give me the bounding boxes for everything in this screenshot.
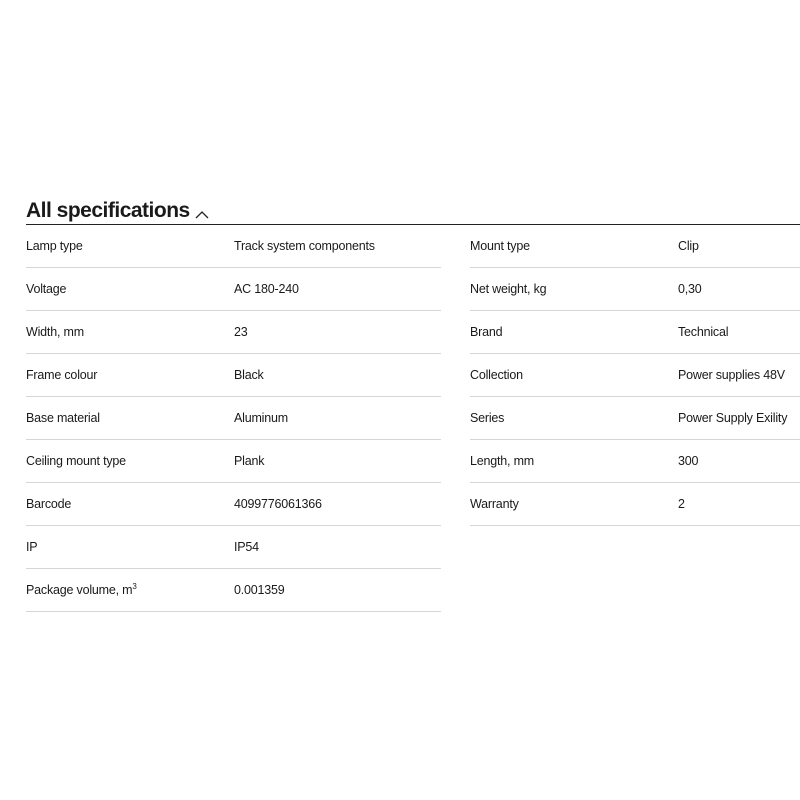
spec-value: 0.001359 (234, 583, 285, 597)
spec-value: 0,30 (678, 282, 702, 296)
chevron-up-icon (194, 208, 210, 220)
spec-value: 2 (678, 497, 685, 511)
spec-row (470, 268, 800, 311)
spec-row (26, 483, 441, 526)
specifications-right-column (470, 225, 800, 612)
spec-key: Voltage (26, 282, 67, 296)
spec-key: Warranty (470, 497, 519, 511)
spec-key: Length, mm (470, 454, 535, 468)
spec-key: Width, mm (26, 325, 84, 339)
spec-value: Track system components (234, 239, 375, 253)
spec-key: Brand (470, 325, 503, 339)
spec-value: Plank (234, 454, 265, 468)
spec-row (26, 268, 441, 311)
spec-row (26, 569, 441, 612)
specifications-section (26, 196, 800, 612)
spec-key: Barcode (26, 497, 72, 511)
spec-key: Series (470, 411, 505, 425)
spec-row (470, 397, 800, 440)
spec-value: Clip (678, 239, 699, 253)
spec-row (470, 354, 800, 397)
column-gap (441, 225, 470, 612)
spec-value: 4099776061366 (234, 497, 322, 511)
spec-value: IP54 (234, 540, 259, 554)
spec-key: IP (26, 540, 38, 554)
spec-row (26, 354, 441, 397)
spec-row (26, 225, 441, 268)
spec-row (26, 440, 441, 483)
spec-row (26, 397, 441, 440)
spec-key: Lamp type (26, 239, 83, 253)
spec-value: Black (234, 368, 264, 382)
specifications-toggle[interactable] (26, 196, 800, 225)
spec-value: Aluminum (234, 411, 288, 425)
specifications-title: All specifications (26, 199, 190, 222)
spec-key: Ceiling mount type (26, 454, 126, 468)
specifications-columns (26, 225, 800, 612)
spec-row (26, 526, 441, 569)
spec-key: Mount type (470, 239, 530, 253)
spec-value: Technical (678, 325, 729, 339)
spec-row (470, 440, 800, 483)
spec-key (26, 583, 234, 597)
spec-value: AC 180-240 (234, 282, 299, 296)
spec-key-superscript: 3 (132, 581, 137, 591)
spec-key: Net weight, kg (470, 282, 547, 296)
spec-value: Power Supply Exility (678, 411, 788, 425)
spec-key-text: Package volume, m (26, 583, 133, 597)
spec-key: Collection (470, 368, 523, 382)
spec-key: Base material (26, 411, 100, 425)
spec-key: Frame colour (26, 368, 98, 382)
spec-row (470, 483, 800, 526)
spec-row (470, 311, 800, 354)
spec-value: Power supplies 48V (678, 368, 785, 382)
spec-row (26, 311, 441, 354)
spec-value: 300 (678, 454, 699, 468)
spec-value: 23 (234, 325, 248, 339)
spec-row (470, 225, 800, 268)
specifications-left-column (26, 225, 441, 612)
